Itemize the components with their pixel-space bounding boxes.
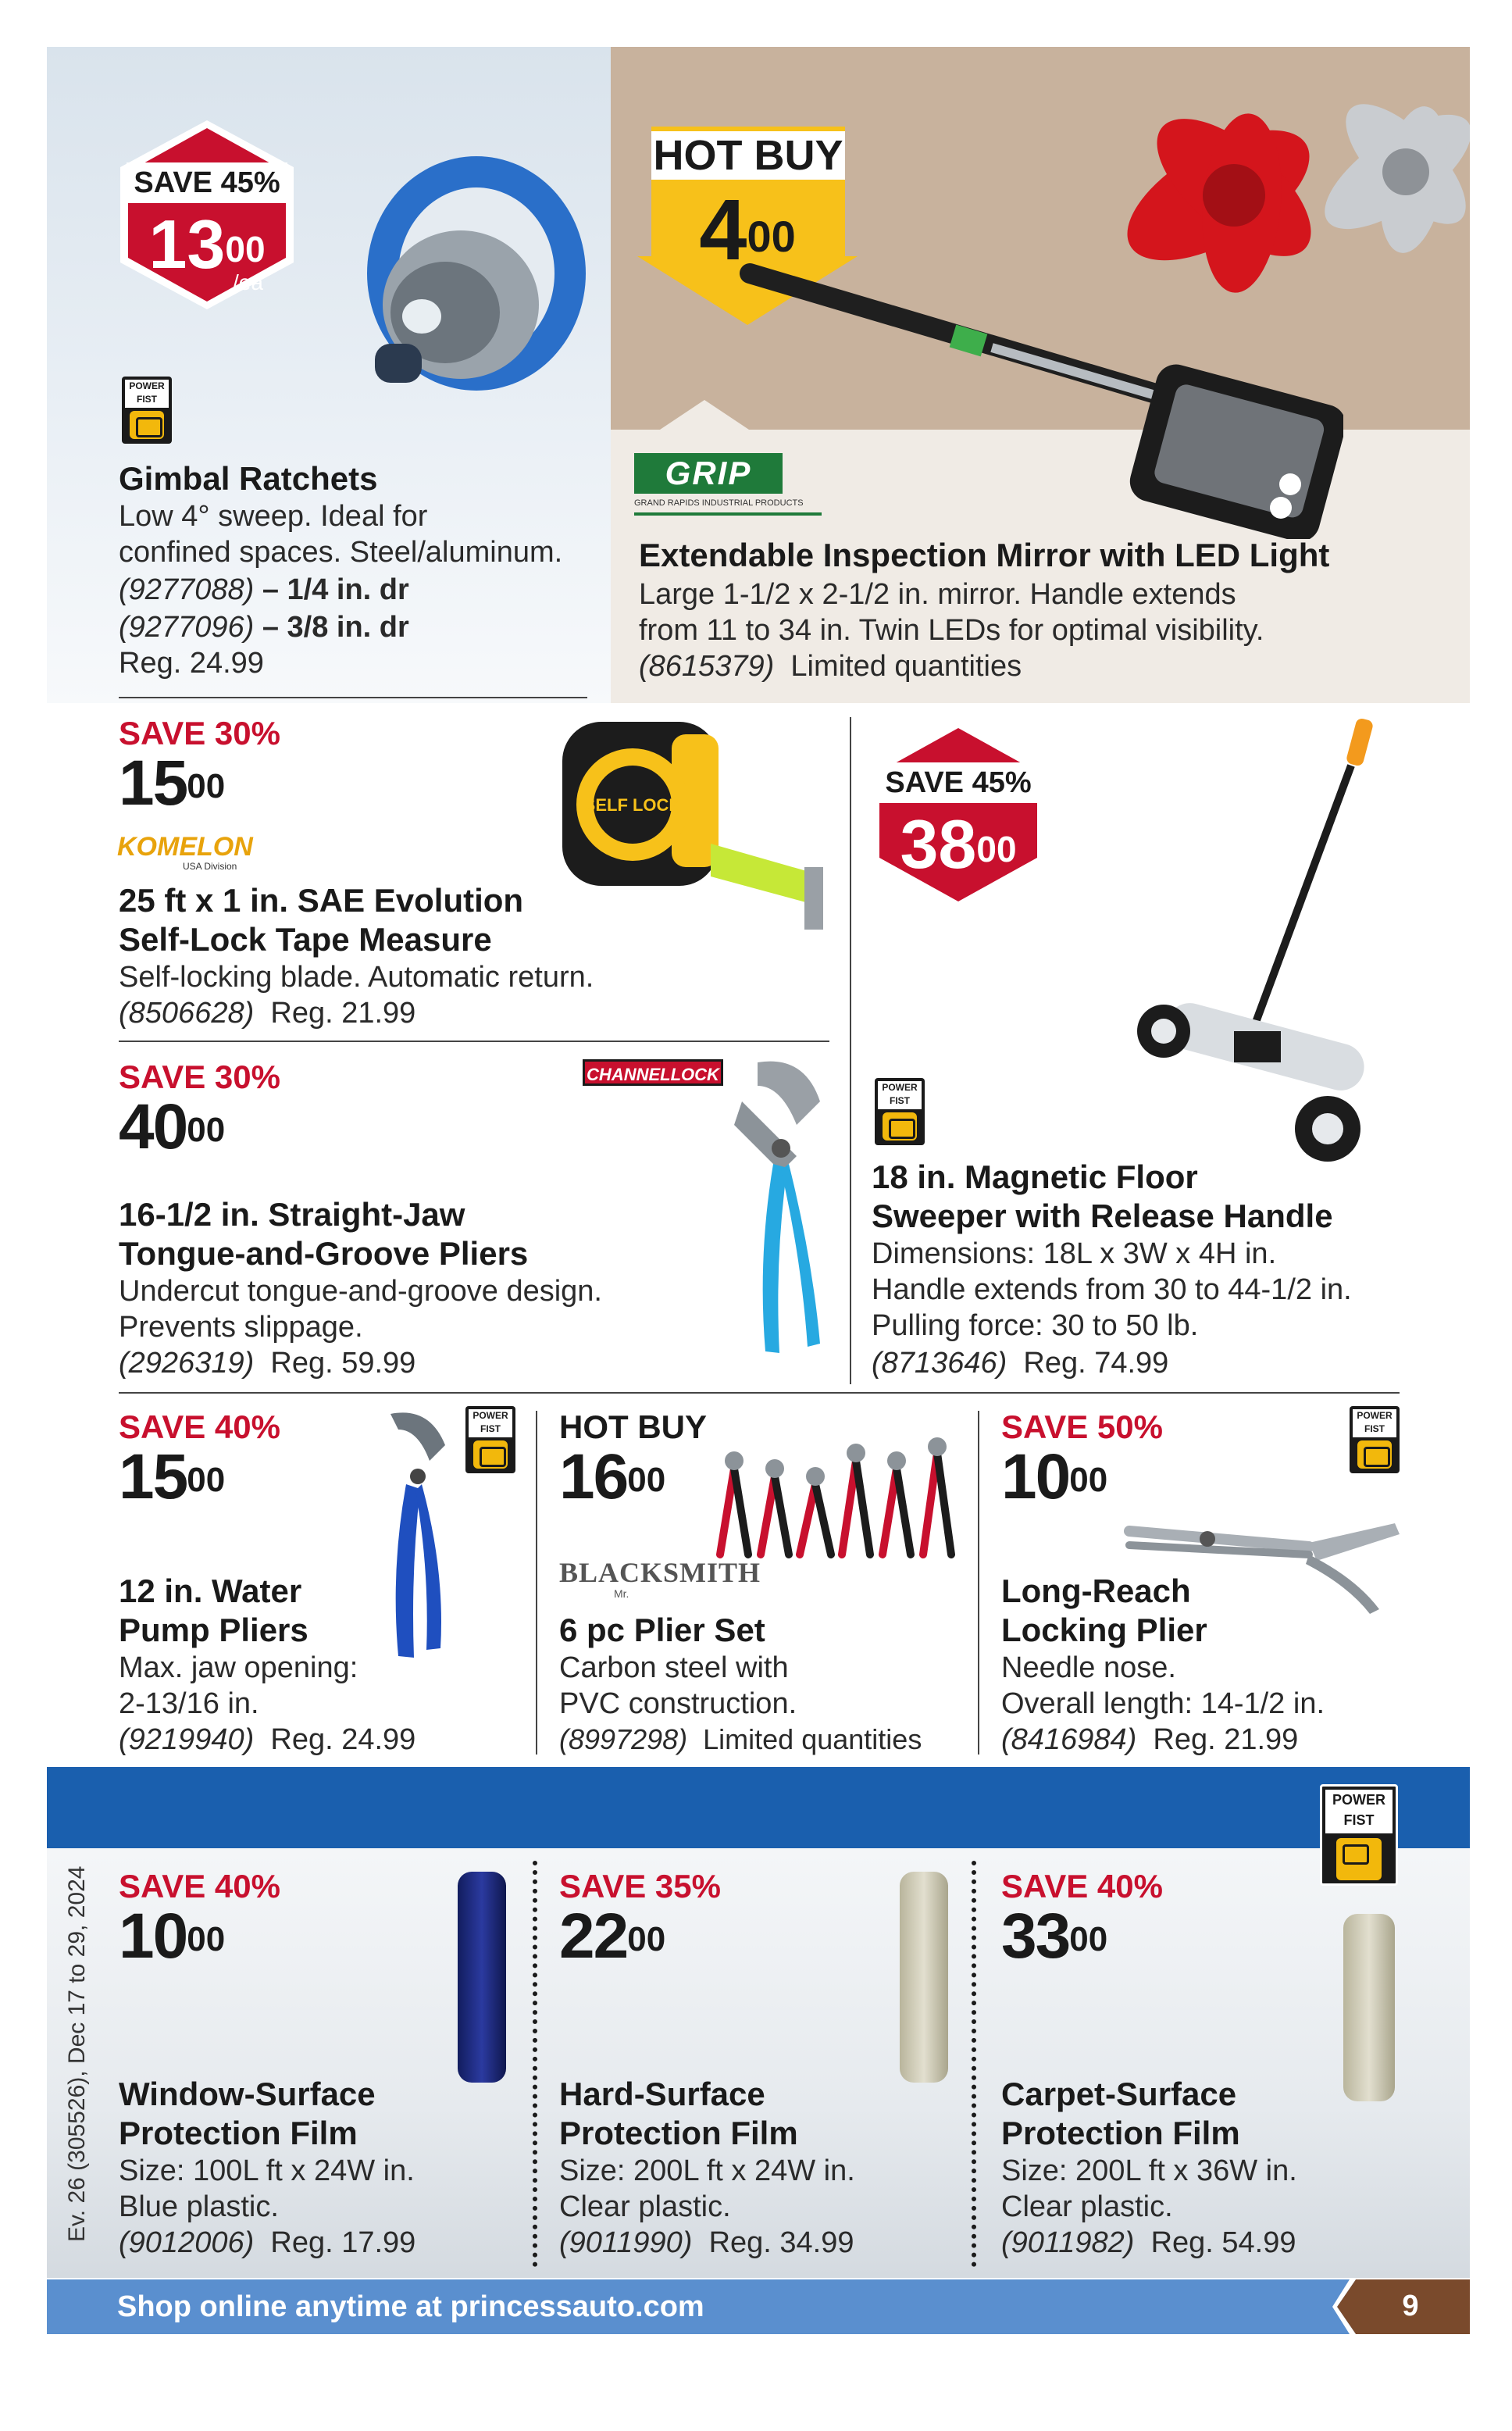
product-variant-2 [119,609,409,645]
regular-price: Reg. 24.99 [119,647,264,680]
product-desc-line: Undercut tongue-and-groove design. [119,1275,602,1308]
regular-price: Reg. 24.99 [270,1723,416,1756]
power-fist-logo: POWER FIST [1320,1784,1398,1886]
product-desc-line: Size: 200L ft x 36W in. [1001,2154,1297,2187]
sku: (8713646) [872,1347,1007,1380]
product-title: Long-Reach [1001,1572,1191,1609]
product-desc-line: Self-locking blade. Automatic return. [119,961,594,994]
product-desc-line: Clear plastic. [1001,2190,1173,2223]
divider [119,1041,829,1042]
price-unit: /ea [233,270,263,295]
regular-price: Reg. 17.99 [270,2226,416,2259]
product-title: Carpet-Surface [1001,2076,1237,2112]
save-percent: SAVE 30% [119,1058,280,1095]
product-title: 6 pc Plier Set [559,1612,765,1648]
product-sku-line [119,995,415,1031]
sale-price: $10^{00}$ [1001,1441,1108,1512]
sku: (2926319) [119,1347,255,1380]
hot-buy-label: HOT BUY [559,1408,707,1445]
product-title: Tongue-and-Groove Pliers [119,1235,529,1272]
plier-set-image [712,1437,962,1570]
regular-price: Reg. 21.99 [1153,1723,1299,1756]
divider [536,1411,537,1755]
clear-film-roll-image [1343,1914,1395,2101]
product-title: Locking Plier [1001,1612,1207,1648]
product-desc-line: Clear plastic. [559,2190,731,2223]
product-desc-line: Dimensions: 18L x 3W x 4H in. [872,1237,1277,1270]
product-variant-1 [119,572,409,608]
product-sku-line [119,1722,415,1758]
product-title: Sweeper with Release Handle [872,1198,1333,1234]
sku: (9277088) [119,573,255,606]
komelon-logo: KOMELON USA Division [117,832,253,872]
product-desc-line: Needle nose. [1001,1651,1176,1684]
product-sku-line [119,1345,415,1381]
svg-text:SELF LOCK: SELF LOCK [583,795,682,815]
hot-buy-label: HOT BUY [653,132,843,179]
product-title: Window-Surface [119,2076,376,2112]
product-title: Pump Pliers [119,1612,308,1648]
tongue-groove-pliers-image [726,1055,843,1367]
sale-price: $33^{00}$ [1001,1901,1108,1972]
product-title: Gimbal Ratchets [119,460,378,497]
regular-price: Reg. 74.99 [1023,1347,1169,1380]
divider [850,717,851,1384]
sale-price: $22^{00}$ [559,1901,666,1972]
save-percent: SAVE 45% [127,162,287,203]
save-percent: SAVE 40% [1001,1868,1163,1904]
power-fist-logo: POWER FIST [1350,1406,1400,1473]
save-badge-gimbal [117,117,297,312]
sale-price: $38^{00}$ [900,805,1017,883]
product-desc-line: Low 4° sweep. Ideal for [119,500,428,533]
product-desc-line: confined spaces. Steel/aluminum. [119,536,563,569]
product-desc-line: Carbon steel with [559,1651,789,1684]
product-title: Self-Lock Tape Measure [119,921,492,958]
channellock-logo: CHANNELLOCK [583,1059,723,1086]
product-sku-line [639,648,1022,684]
divider [972,1861,976,2267]
product-desc-line: Overall length: 14-1/2 in. [1001,1687,1325,1720]
variant-size: – 1/4 in. dr [262,573,409,606]
sku: (9277096) [119,611,255,644]
sku: (8416984) [1001,1723,1137,1756]
regular-price: Reg. 21.99 [270,997,416,1030]
product-title: 25 ft x 1 in. SAE Evolution [119,882,524,919]
tape-measure-image [555,711,836,945]
divider [533,1861,537,2267]
blacksmith-logo: BLACKSMITH Mr. [559,1557,761,1600]
sale-price: $4^{00}$ [699,182,796,278]
product-title: Hard-Surface [559,2076,765,2112]
sale-price: $10^{00}$ [119,1901,226,1972]
clear-film-roll-image [900,1872,948,2083]
water-pump-pliers-image [375,1406,461,1664]
save-percent: SAVE 40% [119,1868,280,1904]
product-desc-line: Handle extends from 30 to 44-1/2 in. [872,1273,1352,1306]
regular-price: Reg. 59.99 [270,1347,416,1380]
sku: (8997298) [559,1723,688,1755]
sale-price: $13^{00}$ [148,205,266,283]
product-title: Protection Film [559,2115,798,2151]
save-percent: SAVE 35% [559,1868,721,1904]
sku: (9011990) [559,2226,693,2259]
product-title: Protection Film [119,2115,358,2151]
divider [119,1392,1400,1394]
sku: (9219940) [119,1723,255,1756]
product-desc-line: 2-13/16 in. [119,1687,259,1720]
product-desc-line: Size: 100L ft x 24W in. [119,2154,415,2187]
magnetic-sweeper-image [1117,711,1398,1180]
sku: (9011982) [1001,2226,1135,2259]
power-fist-logo: POWER FIST [875,1078,925,1145]
power-fist-logo: POWER FIST [465,1406,515,1473]
product-title: Protection Film [1001,2115,1240,2151]
product-desc-line: Prevents slippage. [119,1311,363,1344]
regular-price: Reg. 34.99 [708,2226,854,2259]
blue-film-roll-image [458,1872,506,2083]
save-percent: SAVE 45% [878,762,1039,803]
product-desc-line: Pulling force: 30 to 50 lb. [872,1309,1199,1342]
regular-price: Reg. 54.99 [1150,2226,1296,2259]
product-sku-line [1001,2225,1296,2261]
product-desc-line: Max. jaw opening: [119,1651,358,1684]
sale-price: $40^{00}$ [119,1091,226,1162]
films-header-band [47,1767,1470,1848]
product-title: 16-1/2 in. Straight-Jaw [119,1196,465,1233]
sale-price: $15^{00}$ [119,748,226,819]
sale-price: $16^{00}$ [559,1441,666,1512]
variant-size: – 3/8 in. dr [262,611,409,644]
product-sku-line [559,1722,922,1758]
product-sku-line [1001,1722,1298,1758]
save-percent: SAVE 30% [119,715,280,751]
product-title: 18 in. Magnetic Floor [872,1158,1198,1195]
save-percent: SAVE 40% [119,1408,280,1445]
product-sku-line [559,2225,854,2261]
power-fist-logo: POWER FIST [122,377,172,444]
product-desc-line: Blue plastic. [119,2190,279,2223]
product-sku-line [872,1345,1168,1381]
product-desc-line: Size: 200L ft x 24W in. [559,2154,855,2187]
edition-date-text: Ev. 26 (305526), Dec 17 to 29, 2024 [64,1865,90,2242]
sku: (8615379) [639,650,775,683]
limited-note: Limited quantities [790,650,1022,683]
product-desc-line: PVC construction. [559,1687,797,1720]
product-sku-line [119,2225,415,2261]
product-desc-line: Large 1-1/2 x 2-1/2 in. mirror. Handle extends [639,578,1236,611]
sku: (8506628) [119,997,255,1030]
sale-price: $15^{00}$ [119,1441,226,1512]
save-badge-sweeper [868,717,1048,912]
product-title: Extendable Inspection Mirror with LED Light [639,537,1330,573]
page-number: 9 [1402,2290,1419,2322]
product-desc-line: from 11 to 34 in. Twin LEDs for optimal visibility. [639,614,1264,647]
divider [119,697,587,698]
page-number-tab [1332,2279,1470,2334]
limited-note: Limited quantities [703,1723,922,1755]
shop-online-link[interactable]: Shop online anytime at princessauto.com [117,2290,704,2323]
sku: (9012006) [119,2226,255,2259]
save-percent: SAVE 50% [1001,1408,1163,1445]
divider [978,1411,979,1755]
grip-logo: GRIP GRAND RAPIDS INDUSTRIAL PRODUCTS [634,453,837,523]
gimbal-ratchet-image [344,148,594,406]
product-title: 12 in. Water [119,1572,302,1609]
